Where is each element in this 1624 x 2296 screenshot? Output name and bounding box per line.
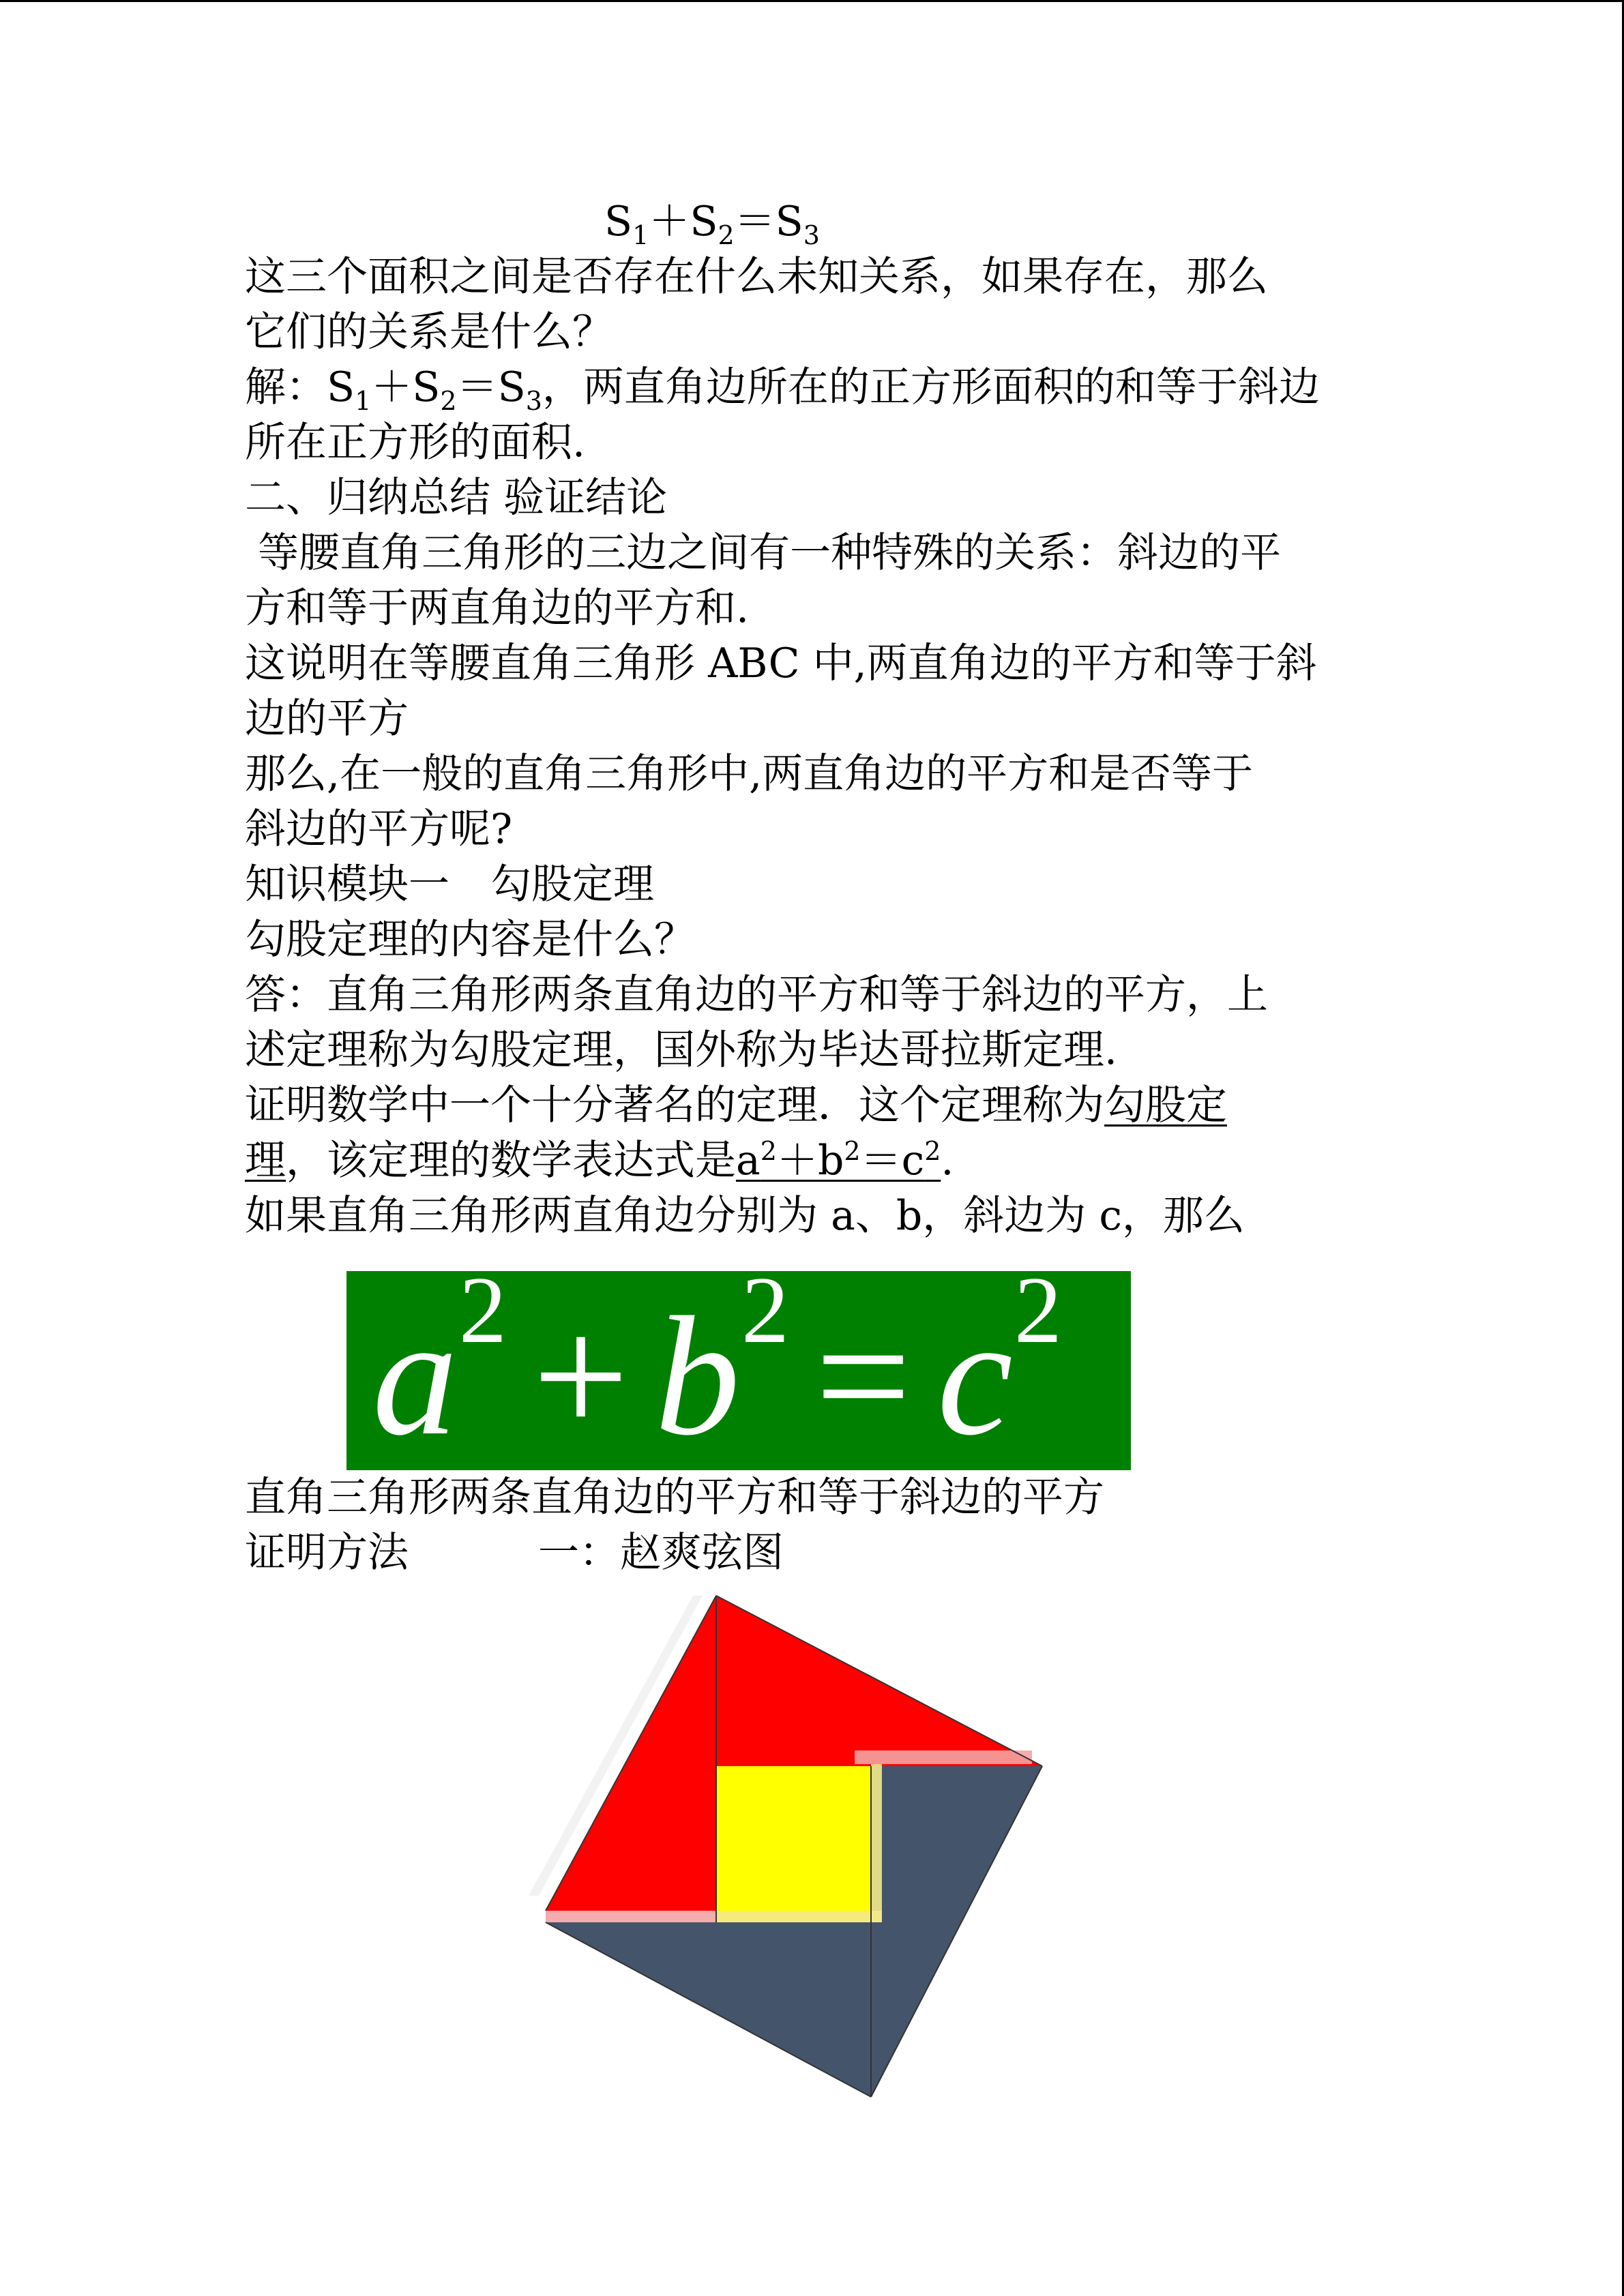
yellow-inner-square: [716, 1766, 871, 1922]
theorem-statement: 直角三角形两条直角边的平方和等于斜边的平方: [245, 1474, 1104, 1521]
zhao-shuang-hypotenuse-diagram: [525, 1585, 1057, 2104]
paragraph-question-line-2: 它们的关系是什么？: [245, 308, 613, 356]
abc-line-1: 这说明在等腰直角三角形 ABC 中,两直角边的平方和等于斜: [245, 640, 1317, 687]
document-body: [245, 194, 1404, 1244]
proof-sentence-line-2: 理，该定理的数学表达式是$a^2+b^2=c^2$.: [245, 1136, 954, 1184]
page-top-border: [0, 0, 1624, 2]
isosceles-line-2: 方和等于两直角边的平方和.: [245, 584, 750, 632]
formula-s1-s2-s3: $S_1+S_2=S_3$: [604, 198, 820, 250]
underlined-term: 勾股定: [1104, 1082, 1227, 1129]
section-heading-2: 二、归纳总结 验证结论: [245, 474, 668, 522]
proof-method-line: 证明方法 一：赵爽弦图: [245, 1529, 784, 1577]
isosceles-line-1: 等腰直角三角形的三边之间有一种特殊的关系：斜边的平: [245, 529, 1282, 577]
lower-text: [245, 1470, 1104, 1581]
module-title: 知识模块一 勾股定理: [245, 861, 654, 908]
proof-sentence-line-1: 证明数学中一个十分著名的定理．这个定理称为勾股定: [245, 1082, 1227, 1129]
highlight-bottom-yellow: [716, 1911, 882, 1922]
answer-line-1: 答：直角三角形两条直角边的平方和等于斜边的平方，上: [245, 971, 1268, 1019]
big-formula: $a^2 + b^2 = c^2$: [372, 1271, 1063, 1470]
paragraph-question-line-1: 这三个面积之间是否存在什么未知关系，如果存在，那么: [245, 253, 1268, 301]
highlight-top-edge: [855, 1750, 1032, 1764]
abc-line-2: 边的平方: [245, 695, 409, 743]
underlined-expression: $a^2+b^2=c^2$: [736, 1136, 941, 1184]
if-line: 如果直角三角形两直角边分别为 a、b，斜边为 c，那么: [245, 1192, 1245, 1240]
theorem-question: 勾股定理的内容是什么？: [245, 916, 695, 964]
general-line-2: 斜边的平方呢?: [245, 805, 513, 853]
answer-line-2: 述定理称为勾股定理，国外称为毕达哥拉斯定理.: [245, 1026, 1118, 1074]
highlight-right-edge: [871, 1764, 882, 1922]
solution-line-2: 所在正方形的面积.: [245, 419, 586, 466]
highlight-bottom-edge: [546, 1911, 716, 1922]
general-line-1: 那么,在一般的直角三角形中,两直角边的平方和是否等于: [245, 750, 1254, 798]
pythagorean-formula-banner: [346, 1271, 1131, 1470]
solution-line-1: 解：$S_1+S_2=S_3$，两直角边所在的正方形面积的和等于斜边: [245, 363, 1320, 416]
